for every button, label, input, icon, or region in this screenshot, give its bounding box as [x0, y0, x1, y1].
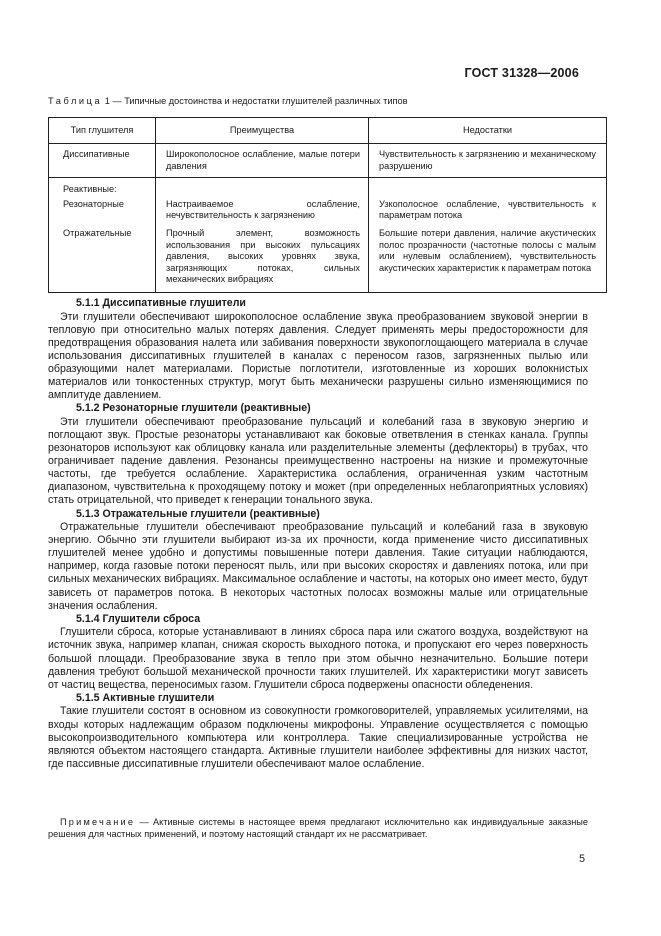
table-caption-text: 1 — Типичные достоинства и недостатки глушителей различных типов: [102, 96, 408, 106]
column-header-advantages: Преимущества: [156, 118, 369, 144]
section-heading: 5.1.5 Активные глушители: [76, 691, 215, 704]
section-heading: 5.1.2 Резонаторные глушители (реактивные): [76, 402, 311, 415]
section-paragraph: Эти глушители обеспечивают широкополосное ослабление звука преобразованием звуковой энергии в тепловую при относительно малых потерях давления. Следует применять меры предосторожности для предотвращения образования налета или забивания поверхности звукопоглощающего материала в случае использования диссипативных глушителей в каналах с переносом газов, загрязненных пылью или образующими налет материалами. Пористые поглотители, изготовленные из хороших волокнистых материалов или тонкостенных структур, могут быть механически разрушены сильно изменяющимися по амплитуде давлением.: [48, 310, 588, 402]
row-type: Отражательные: [63, 228, 132, 239]
row-advantages: Широкополосное ослабление, малые потери давления: [156, 144, 369, 178]
section-paragraph: Такие глушители состоят в основном из совокупности громкоговорителей, управляемых усилителями, на входы которых надлежащим образом подключены микрофоны. Управление осуществляется с помощью высокопроизводительного компьютера или контроллера. Такие специализированные устройства не являются объектом настоящего стандарта. Активные глушители наиболее эффективны для низких частот, где пассивные диссипативные глушители обеспечивают малое ослабление.: [48, 705, 588, 770]
page-number: 5: [579, 853, 585, 865]
section-heading: 5.1.1 Диссипативные глушители: [76, 297, 246, 309]
row-group-label: Реактивные:: [63, 184, 117, 195]
row-advantages: Прочный элемент, возможность использования при высоких пульсациях давления, высоких уровнях звука, загрязняющих потоках, сильных механических вибрациях: [166, 227, 360, 285]
row-type: Диссипативные: [49, 144, 156, 178]
row-type: Резонаторные: [63, 198, 124, 209]
section-paragraph: Глушители сброса, которые устанавливают в линиях сброса пара или сжатого воздуха, воздействуют на источник звука, например клапан, снижая скорость выходного потока, и пропускают его через поверхность большой площади. Преобразование звука в тепло при этом обычно незначительно. Большие потери давления требуют большой механической прочности таких глушителей. Их характеристики могут зависеть от частиц вещества, переносимых газом. Глушители сброса подвержены опасности обледенения.: [48, 626, 588, 691]
row-disadvantages: Узкополосное ослабление, чувствительность к параметрам потока: [379, 198, 596, 221]
column-header-disadvantages: Недостатки: [369, 118, 607, 144]
table-row: [49, 144, 607, 178]
document-body: [48, 297, 588, 771]
note-label: Примечание: [60, 817, 136, 827]
row-disadvantages: Большие потери давления, наличие акустических полос прозрачности (частотные полосы с малым или нулевым ослаблением), чувствительность акустических характеристик к параметрам потока: [379, 227, 596, 273]
section-heading: 5.1.4 Глушители сброса: [76, 612, 201, 625]
table-row-group-reactive: [49, 178, 607, 293]
row-disadvantages: Чувствительность к загрязнению и механическому разрушению: [369, 144, 607, 178]
table-caption-label: Таблица: [48, 96, 103, 106]
table-caption: [48, 96, 407, 106]
section-paragraph: Эти глушители обеспечивают преобразование пульсаций и колебаний газа в звуковую энергию и поглощают звук. Простые резонаторы устанавливают как боковые ответвления в стенках канала. Группы резонаторов используют как облицовку канала или разделительные элементы (дефлекторы) в трубах, что ограничивает падение давления. Резонансы преимущественно настроены на низкие и промежуточные частоты, где требуется ослабление. Характеристика ослабления, ограниченная узким частотным диапазоном, чувствительна к проходящему потоку и может (при определенных неблагоприятных условиях) стать отрицательной, что приведет к генерации тонального звука.: [48, 415, 588, 507]
row-advantages: Настраиваемое ослабление, нечувствительность к загрязнению: [166, 198, 360, 221]
note: [48, 816, 588, 840]
standard-header: ГОСТ 31328—2006: [464, 66, 579, 80]
table-header-row: [49, 118, 607, 144]
muffler-types-table: [48, 117, 607, 293]
section-heading: 5.1.3 Отражательные глушители (реактивные): [76, 507, 320, 520]
section-paragraph: Отражательные глушители обеспечивают преобразование пульсаций и колебаний газа в звуковую энергию. Обычно эти глушители выбирают из-за их прочности, когда применение чисто диссипативных глушителей менее удобно и допустимы повышенные потери давления. Такие ситуации наблюдаются, например, когда газовые потоки переносят пыль, или при высоких скоростях и давлениях потока, или при сильных механических вибрациях. Максимальное ослабление и частоты, на которых оно имеет место, будут зависеть от параметров потока. В некоторых частотных полосах возможны малые или отрицательные значения ослабления.: [48, 521, 588, 612]
note-text: — Активные системы в настоящее время предлагают исключительно как индивидуальные заказные решения для частных применений, и поэтому настоящий стандарт их не рассматривает.: [48, 817, 588, 839]
column-header-type: Тип глушителя: [49, 118, 156, 144]
